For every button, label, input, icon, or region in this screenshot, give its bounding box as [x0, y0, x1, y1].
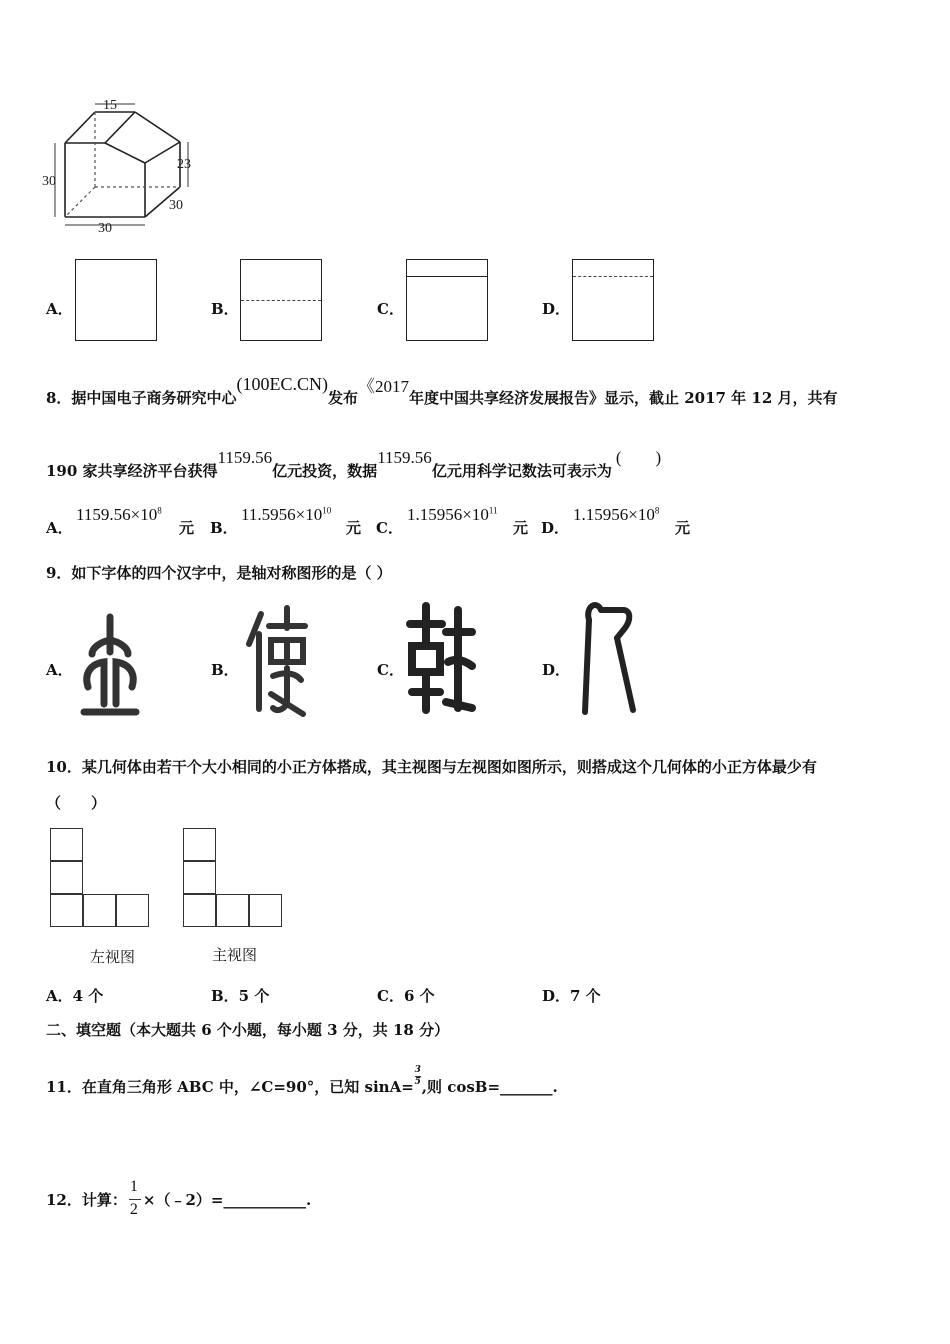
- q8-option-b-value[interactable]: $11.5956\times 10^{10}$: [241, 505, 332, 524]
- q8-option-a-unit: 元: [179, 519, 195, 537]
- section2-title: 二、填空题（本大题共 6 个小题，每小题 3 分，共 18 分）: [46, 1021, 450, 1039]
- q8-option-d[interactable]: D．: [541, 519, 570, 537]
- q8-answer-blank: ( ): [615, 448, 662, 467]
- q8-text-3: 年度中国共享经济发展报告》显示，截止 2017 年 12 月，共有: [408, 389, 838, 407]
- q11-question: [46, 1065, 558, 1097]
- q11-frac-num: 3: [414, 1065, 421, 1075]
- q9-seal-char-a-icon[interactable]: [80, 612, 140, 720]
- q8-text-5: 亿元投资，数据: [272, 462, 378, 480]
- q9-option-b-label[interactable]: B．: [211, 661, 239, 679]
- q8-text-2: 发布: [327, 389, 358, 407]
- q9-question: 9．如下字体的四个汉字中，是轴对称图形的是（ ）: [46, 564, 392, 582]
- q8-report-year: 《2017: [357, 377, 409, 396]
- q8-text-6: 亿元用科学记数法可表示为: [431, 462, 612, 480]
- q8-option-c-value[interactable]: $1.15956\times 10^{11}$: [407, 505, 498, 524]
- q8-option-a[interactable]: A．: [46, 519, 73, 537]
- q9-seal-char-d-icon[interactable]: [575, 598, 639, 716]
- q9-option-d-label[interactable]: D．: [542, 661, 571, 679]
- q9-seal-char-c-icon[interactable]: [406, 602, 476, 714]
- dim-top-label: 15: [103, 98, 117, 113]
- solid-figure: [40, 95, 210, 235]
- q8-option-a-value[interactable]: $1159.56\times 10^8$: [76, 505, 162, 524]
- q8-text-1: 8．据中国电子商务研究中心: [46, 389, 237, 407]
- q12-text-2: ×（﹣2）=___________.: [142, 1191, 312, 1209]
- q8-text-4: 190 家共享经济平台获得: [46, 462, 218, 480]
- q7-option-b-figure[interactable]: [240, 259, 322, 341]
- q10-option-b[interactable]: B．5 个: [211, 987, 270, 1005]
- q7-option-d-label[interactable]: D．: [542, 300, 571, 318]
- dim-depth-label: 30: [169, 198, 183, 213]
- left-view-grid: [50, 828, 152, 928]
- q8-number-1: 1159.56: [217, 448, 273, 467]
- q10-option-d[interactable]: D．7 个: [542, 987, 601, 1005]
- q7-option-b-label[interactable]: B．: [211, 300, 239, 318]
- q8-option-c-unit: 元: [513, 519, 529, 537]
- q10-question: 10．某几何体由若干个大小相同的小正方体搭成，其主视图与左视图如图所示，则搭成这个几何体的小正方体最少有: [46, 758, 817, 776]
- q8-option-d-value[interactable]: $1.15956\times 10^8$: [573, 505, 660, 524]
- q10-option-a[interactable]: A．4 个: [46, 987, 104, 1005]
- q11-frac-den: 5: [414, 1077, 421, 1087]
- main-view-caption: 主视图: [212, 946, 258, 964]
- q7-option-a-figure[interactable]: [75, 259, 157, 341]
- dim-right-label: 23: [177, 157, 191, 172]
- q8-option-d-unit: 元: [675, 519, 691, 537]
- q8-question-line2: [46, 443, 662, 480]
- q9-option-c-label[interactable]: C．: [377, 661, 404, 679]
- q8-question: [46, 370, 838, 407]
- q9-option-a-label[interactable]: A．: [46, 661, 73, 679]
- dim-left-label: 30: [42, 174, 56, 189]
- q7-option-c-figure[interactable]: [406, 259, 488, 341]
- q11-text-2: ,则 cosB=_______.: [421, 1078, 558, 1096]
- main-view-grid: [183, 828, 285, 928]
- q9-seal-char-b-icon[interactable]: [243, 604, 309, 720]
- q10-option-c[interactable]: C．6 个: [377, 987, 435, 1005]
- q12-frac-den: 2: [129, 1201, 138, 1218]
- q7-option-c-label[interactable]: C．: [377, 300, 404, 318]
- q7-option-d-figure[interactable]: [572, 259, 654, 341]
- q7-option-a-label[interactable]: A．: [46, 300, 73, 318]
- q8-option-c[interactable]: C．: [376, 519, 403, 537]
- q10-answer-blank: （ ）: [46, 794, 107, 812]
- left-view-caption: 左视图: [90, 948, 136, 966]
- q8-number-2: 1159.56: [377, 448, 432, 467]
- dim-bottom-label: 30: [98, 221, 112, 235]
- q8-option-b-unit: 元: [346, 519, 362, 537]
- q12-frac-num: 1: [129, 1178, 138, 1195]
- q12-text-1: 12．计算：: [46, 1191, 127, 1209]
- q8-site: (100EC.CN): [236, 374, 328, 394]
- q11-text-1: 11．在直角三角形 ABC 中，∠C=90°，已知 sinA=: [46, 1078, 414, 1096]
- q8-option-b[interactable]: B．: [210, 519, 238, 537]
- q12-question: [46, 1178, 312, 1218]
